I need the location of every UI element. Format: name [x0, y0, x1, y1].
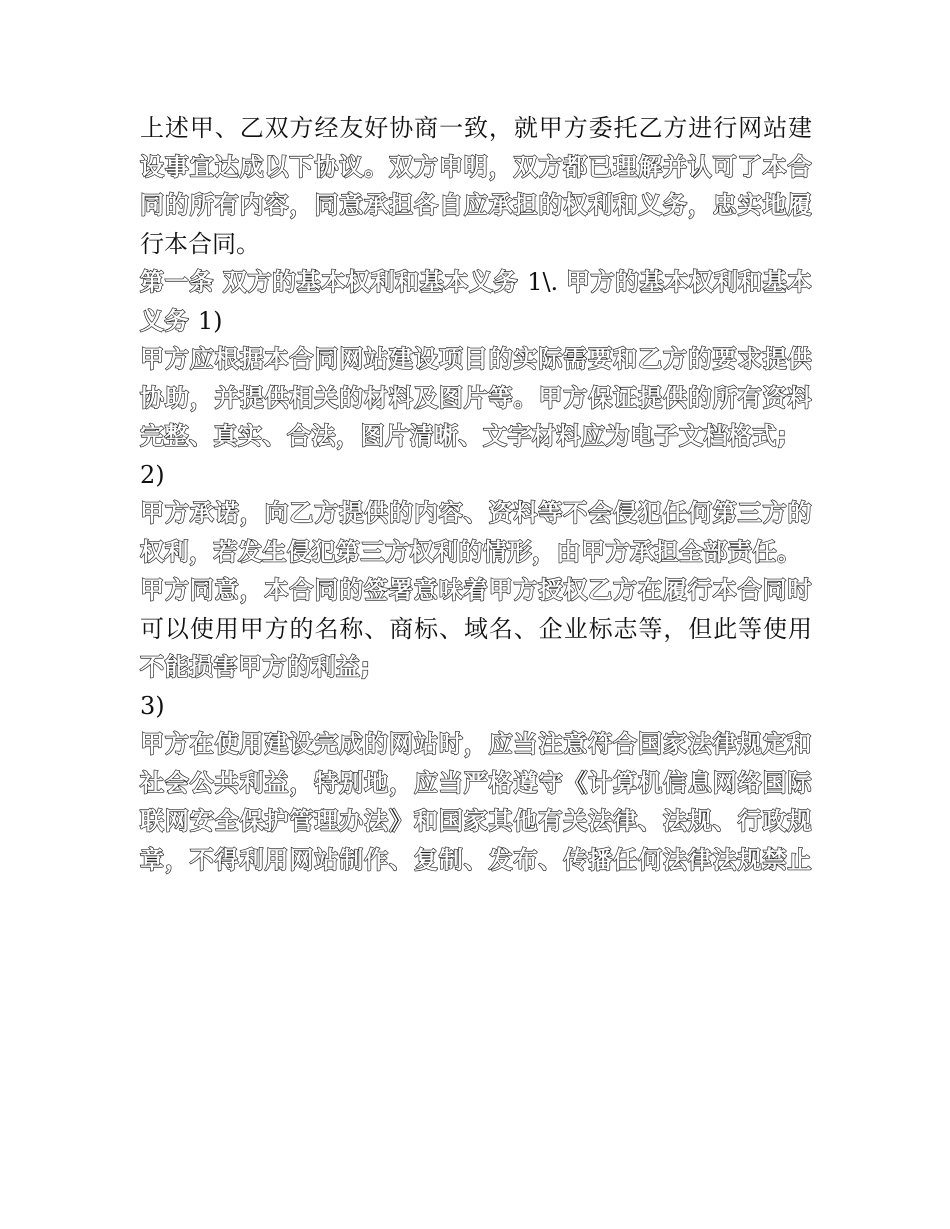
item-number-3: 3) [140, 691, 165, 720]
item-number-1: 1) [197, 306, 223, 335]
text-line-11: 甲方承诺，向乙方提供的内容、资料等不会侵犯任何第三方的 [140, 499, 812, 527]
article-heading-line [140, 263, 812, 302]
article-heading-part-3: 甲方的基本权利和基本 [565, 268, 812, 296]
text-line-7: 甲方应根据本合同网站建设项目的实际需要和乙方的要求提供 [140, 345, 812, 373]
text-line-2: 设事宜达成以下协议。双方申明，双方都已理解并认可了本合 [140, 152, 812, 181]
text-line-17: 甲方在使用建设完成的网站时，应当注意符合国家法律规定和 [140, 730, 812, 758]
text-line-19: 联网安全保护管理办法》和国家其他有关法律、法规、行政规 [140, 807, 812, 835]
text-line-9: 完整、真实、合法，图片清晰、文字材料应为电子文档格式; [140, 422, 788, 450]
text-line-15: 不能损害甲方的利益; [140, 653, 371, 681]
article-heading-part-1: 第一条 双方的基本权利和基本义务 [140, 268, 528, 296]
document-body [140, 109, 812, 879]
text-line-20: 章，不得利用网站制作、复制、发布、传播任何法律法规禁止 [140, 845, 812, 874]
text-line-18: 社会公共利益，特别地，应当严格遵守《计算机信息网络国际 [140, 768, 812, 797]
text-line-14: 可以使用甲方的名称、商标、域名、企业标志等，但此等使用 [140, 614, 812, 643]
text-line-4: 行本合同。 [140, 229, 260, 258]
text-line-3: 同的所有内容，同意承担各自应承担的权利和义务，忠实地履 [140, 191, 812, 219]
text-line-13: 甲方同意，本合同的签署意味着甲方授权乙方在履行本合同时 [140, 576, 812, 604]
text-line-8: 协助，并提供相关的材料及图片等。甲方保证提供的所有资料 [140, 383, 812, 412]
item-number-2: 2) [140, 460, 165, 489]
obligation-label: 义务 [140, 306, 198, 335]
text-line-12: 权利，若发生侵犯第三方权利的情形，由甲方承担全部责任。 [140, 537, 802, 566]
article-heading-part-2: 1\. [527, 268, 566, 296]
text-line-1: 上述甲、乙双方经友好协商一致，就甲方委托乙方进行网站建 [140, 114, 812, 142]
article-heading-continuation [140, 302, 812, 341]
